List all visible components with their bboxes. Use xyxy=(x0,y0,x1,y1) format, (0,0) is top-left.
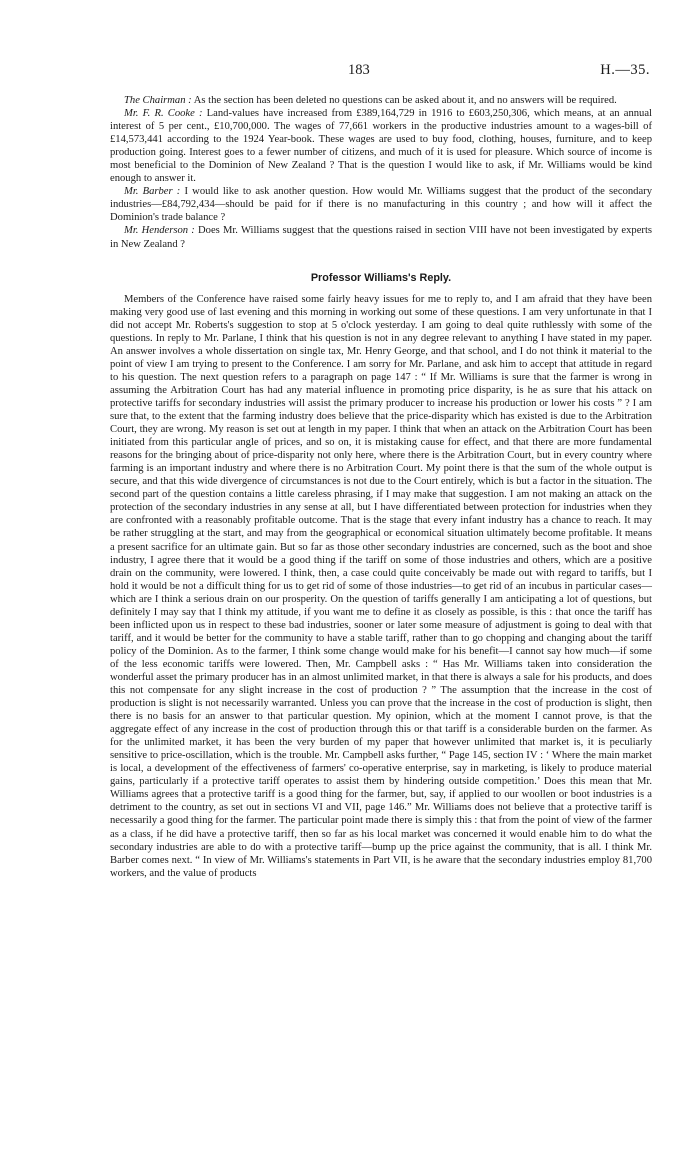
reply-paragraph: Members of the Conference have raised some fairly heavy issues for me to reply to, and I am afraid that they have been making very good use of last evening and this morning in working out some of these questions. I am very unfortunate in that I did not accept Mr. Roberts's suggestion to stop at 5 o'clock yesterday. I am going to deal quite ruthlessly with some of the questions. In reply to Mr. Parlane, I think that his question is not in any degree relevant to anything I have stated in my paper. An answer involves a whole dissertation on single tax, Mr. Henry George, and that school, and I do not think it material to the point of view I am trying to present to the Conference. I am sorry for Mr. Parlane, and ask him to accept that attitude in regard to his question. The next question refers to a paragraph on page 147 : “ If Mr. Williams is sure that the farmer is wrong in assuming the Arbitration Court has had any material influence in promoting price disparity, is he as sure that his attack on protective tariffs for secondary industries will assist the primary producer to increase his production or lower his costs ” ? I am sure that, to the extent that the farming industry does believe that the price-disparity which has existed is due to the Arbitration Court, they are wrong. My reason is set out at length in my paper. I think that when an attack on the Arbitration Court has been initiated from this particular angle of prices, and so on, it is mistaking cause for effect, and that there are more fundamental reasons for the bringing about of price-disparity not only here, where there is the Arbitration Court, but in every country where farming is an important industry and where there is no Arbitration Court. My point there is that the sum of the whole output is secure, and that this wide divergence of circumstances is not due to the Court entirely, which is but a factor in the situation. The second part of the question contains a little careless phrasing, if I may make that suggestion. I am not making an attack on the protection of the secondary industries in any sense at all, but I have differentiated between protection for industries when they are confronted with a reasonably profitable outcome. That is the stage that every infant industry has a chance to reach. It may be rather struggling at the start, and may from the geographical or economical situation ultimately become profitable. It means a present sacrifice for an ultimate gain. But so far as those other secondary industries are concerned, such as the boot and shoe industry, I agree there that it would be a good thing if the tariff on some of those industries and others, which are a positive drain on the community, were lowered. I think, then, a case could quite conceivably be made out with regard to tariffs, but I hold it would be not a difficult thing for us to get rid of some of those industries—to get rid of an incubus in particular cases—which are I think a serious drain on our prosperity. On the question of tariffs generally I am anticipating a lot of questions, but definitely I may say that I think my attitude, if you want me to define it as closely as possible, is this : that once the tariff has been inflicted upon us in respect to these bad industries, sooner or later some measure of adjustment is going to deal with that tariff, and it would be better for the community to have a stable tariff, rather than to go chopping and changing about the tariff policy of the Dominion. As to the farmer, I think some change would make for his benefit—I cannot say how much—if some of the less economic tariffs were lowered. Then, Mr. Campbell asks : “ Has Mr. Williams taken into consideration the wonderful asset the primary producer has in an almost unlimited market, in that there is always a sale for his products, and does this not compensate for any slight increase in the cost of production ? ” The assumption that the increase in the cost of production is slight is not necessarily warranted. Unless you can prove that the increase in the cost of production is slight, then there is no basis for an answer to that particular question. My opinion, which at the moment I cannot prove, is that the aggregate effect of any increase in the cost of production through this or that tariff is a considerable burden on the farmer. As for the unlimited market, it has been the very burden of my paper that however unlimited that market is, it is peculiarly sensitive to price-oscillation, which is the trouble. Mr. Campbell asks further, “ Page 145, section IV : ‘ Where the main market is local, a development of the effectiveness of farmers' co-operative enterprise, say in marketing, is likely to produce material gains, particularly if a protective tariff operates to assist them by hindering outside competition.’ Does this mean that Mr. Williams agrees that a protective tariff is a good thing for the farmer, but, say, if applied to our woollen or boot industries is a detriment to the country, as set out in sections VI and VII, page 146.” Mr. Williams does not believe that a protective tariff is necessarily a good thing for the farmer. The particular point made there is simply this : that from the point of view of the farmer as a class, if he did have a protective tariff, then so far as his local market was concerned it would enable him to do what the secondary industries are able to do with a protective tariff—bump up the price against the community, that is all. I think Mr. Barber comes next. “ In view of Mr. Williams's statements in Part VII, is he aware that the secondary industries employ 81,700 workers, and the value of products xyxy=(110,293,652,879)
question-text: I would like to ask another question. How would Mr. Williams suggest that the product of the secondary industries—£84,792,434—should be paid for if there is no manufacturing in this country ; and how will it affect the Dominion's trade balance ? xyxy=(110,186,652,224)
page-number: 183 xyxy=(348,62,370,78)
section-heading: Professor Williams's Reply. xyxy=(310,271,452,284)
speaker-name: Mr. Barber : xyxy=(124,186,181,198)
question-cooke xyxy=(110,107,652,185)
page-body xyxy=(110,94,652,880)
question-barber xyxy=(110,185,652,224)
speaker-name: The Chairman : xyxy=(124,95,192,106)
question-text: As the section has been deleted no questions can be asked about it, and no answers will be required. xyxy=(191,95,617,106)
question-text: Does Mr. Williams suggest that the questions raised in section VIII have not been investigated by experts in New Zealand ? xyxy=(110,225,653,250)
page-header xyxy=(110,62,650,82)
speaker-name: Mr. Henderson : xyxy=(124,225,195,237)
speaker-name: Mr. F. R. Cooke : xyxy=(124,108,203,120)
document-reference: H.—35. xyxy=(600,62,650,78)
question-chairman xyxy=(110,94,652,107)
question-henderson xyxy=(110,224,652,250)
question-text: Land-values have increased from £389,164,729 in 1916 to £603,250,306, which means, at an annual interest of 5 per cent., £10,700,000. The wages of 77,661 workers in the productive industries amount to a wages-bill of £14,573,441 according to the 1924 Year-book. These wages are used to buy food, clothing, houses, furniture, and to keep production going. Interest goes to a fewer number of citizens, and much of it is used for pleasure. Which source of income is most beneficial to the Dominion of New Zealand ? That is the question I would like to ask, if Mr. Williams would be kind enough to answer it. xyxy=(110,108,652,185)
